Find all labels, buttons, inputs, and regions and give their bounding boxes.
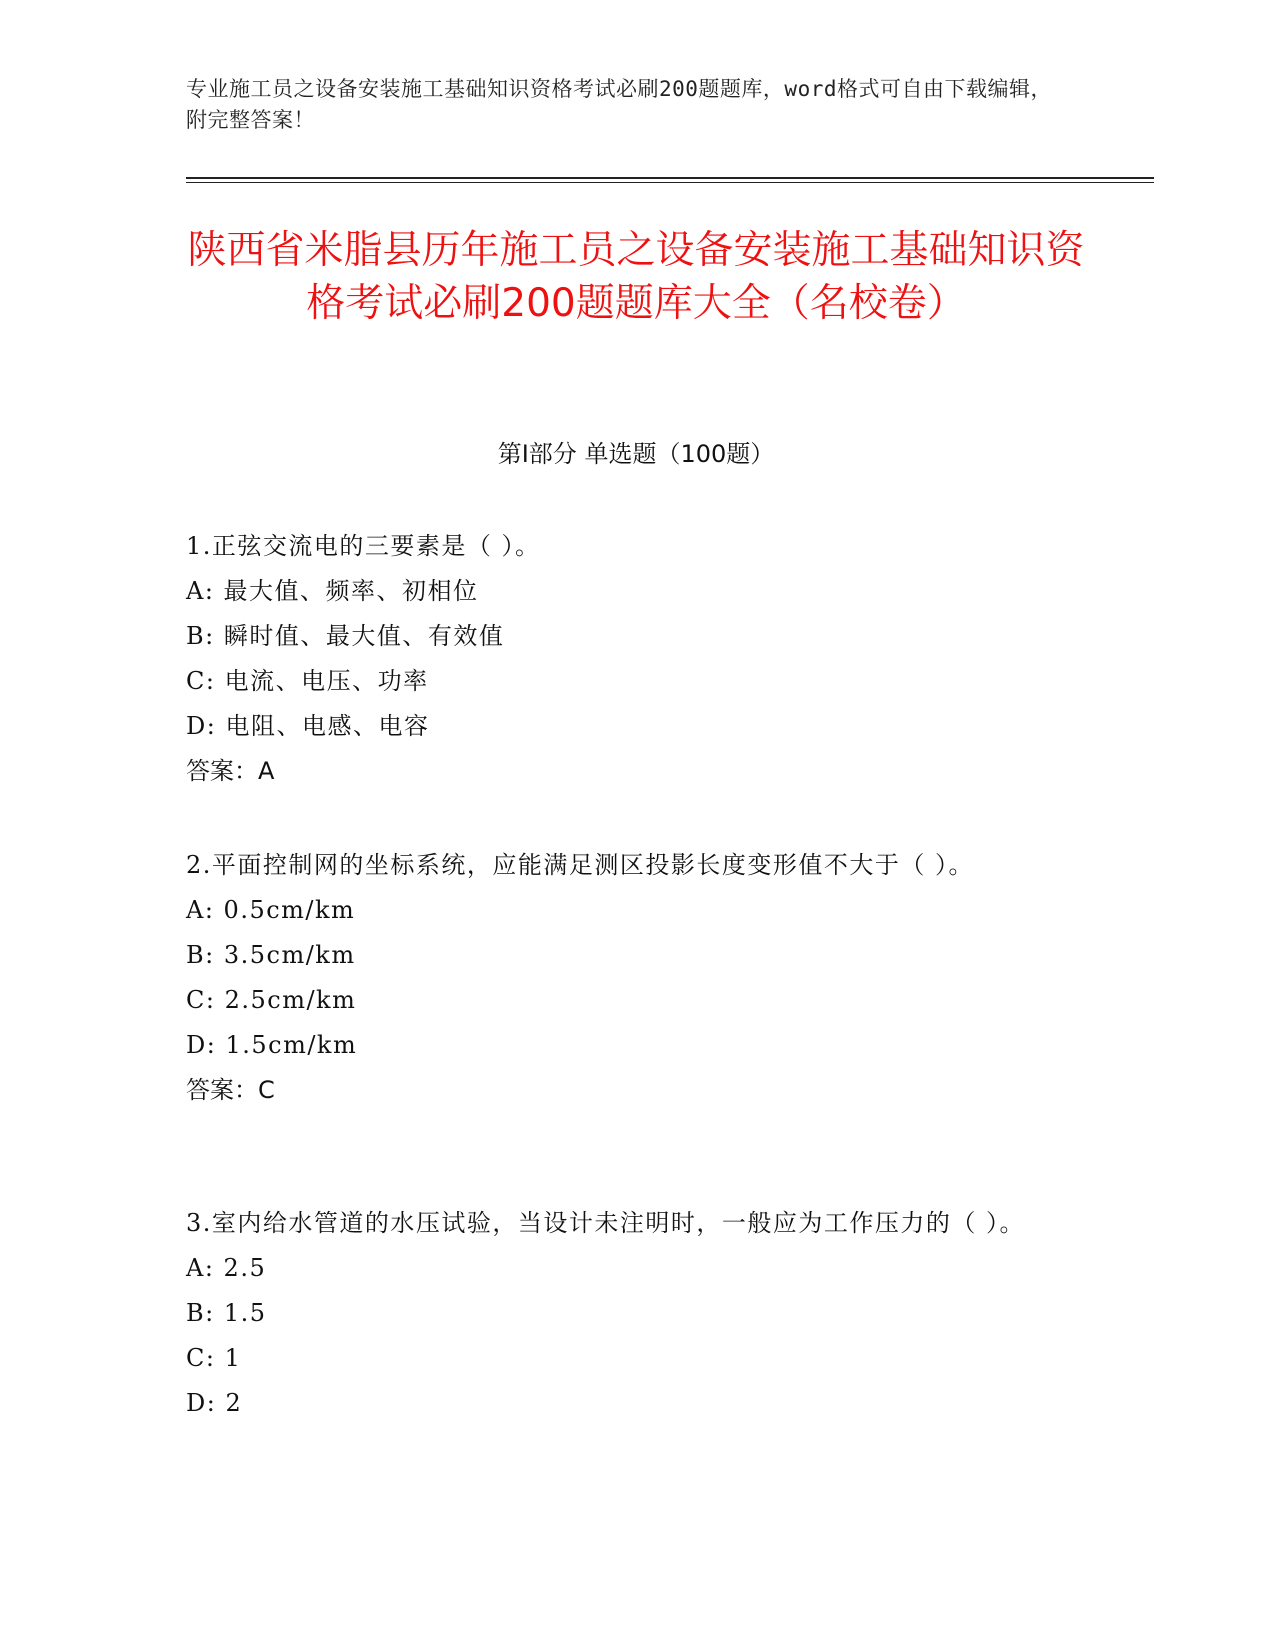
document-title: 陕西省米脂县历年施工员之设备安装施工基础知识资格考试必刷200题题库大全（名校卷） xyxy=(187,228,1085,326)
answer: 答案：A xyxy=(186,757,275,785)
question-3 xyxy=(186,1207,1066,1419)
option-b: B: 1.5 xyxy=(186,1299,267,1327)
question-1 xyxy=(186,530,1066,787)
option-d: D: 1.5cm/km xyxy=(186,1031,358,1059)
option-a: A: 2.5 xyxy=(186,1254,267,1282)
option-b: B: 瞬时值、最大值、有效值 xyxy=(186,622,505,650)
header-note: 专业施工员之设备安装施工基础知识资格考试必刷200题题库，word格式可自由下载编辑，附完整答案！ xyxy=(186,77,1052,132)
option-c: C: 电流、电压、功率 xyxy=(186,667,429,695)
option-d: D: 2 xyxy=(186,1389,243,1417)
question-stem: 2.平面控制网的坐标系统，应能满足测区投影长度变形值不大于（ ）。 xyxy=(186,851,975,879)
question-stem: 3.室内给水管道的水压试验，当设计未注明时，一般应为工作压力的（ ）。 xyxy=(186,1209,1026,1237)
section-heading: 第Ⅰ部分 单选题（100题） xyxy=(497,440,775,468)
header-divider-thick xyxy=(186,177,1154,179)
option-c: C: 2.5cm/km xyxy=(186,986,357,1014)
option-b: B: 3.5cm/km xyxy=(186,941,356,969)
question-stem: 1.正弦交流电的三要素是（ ）。 xyxy=(186,532,541,560)
option-d: D: 电阻、电感、电容 xyxy=(186,712,430,740)
option-a: A: 最大值、频率、初相位 xyxy=(186,577,479,605)
option-a: A: 0.5cm/km xyxy=(186,896,356,924)
option-c: C: 1 xyxy=(186,1344,242,1372)
answer: 答案：C xyxy=(186,1076,275,1104)
question-2 xyxy=(186,849,1066,1106)
header-divider-thin xyxy=(186,182,1154,183)
